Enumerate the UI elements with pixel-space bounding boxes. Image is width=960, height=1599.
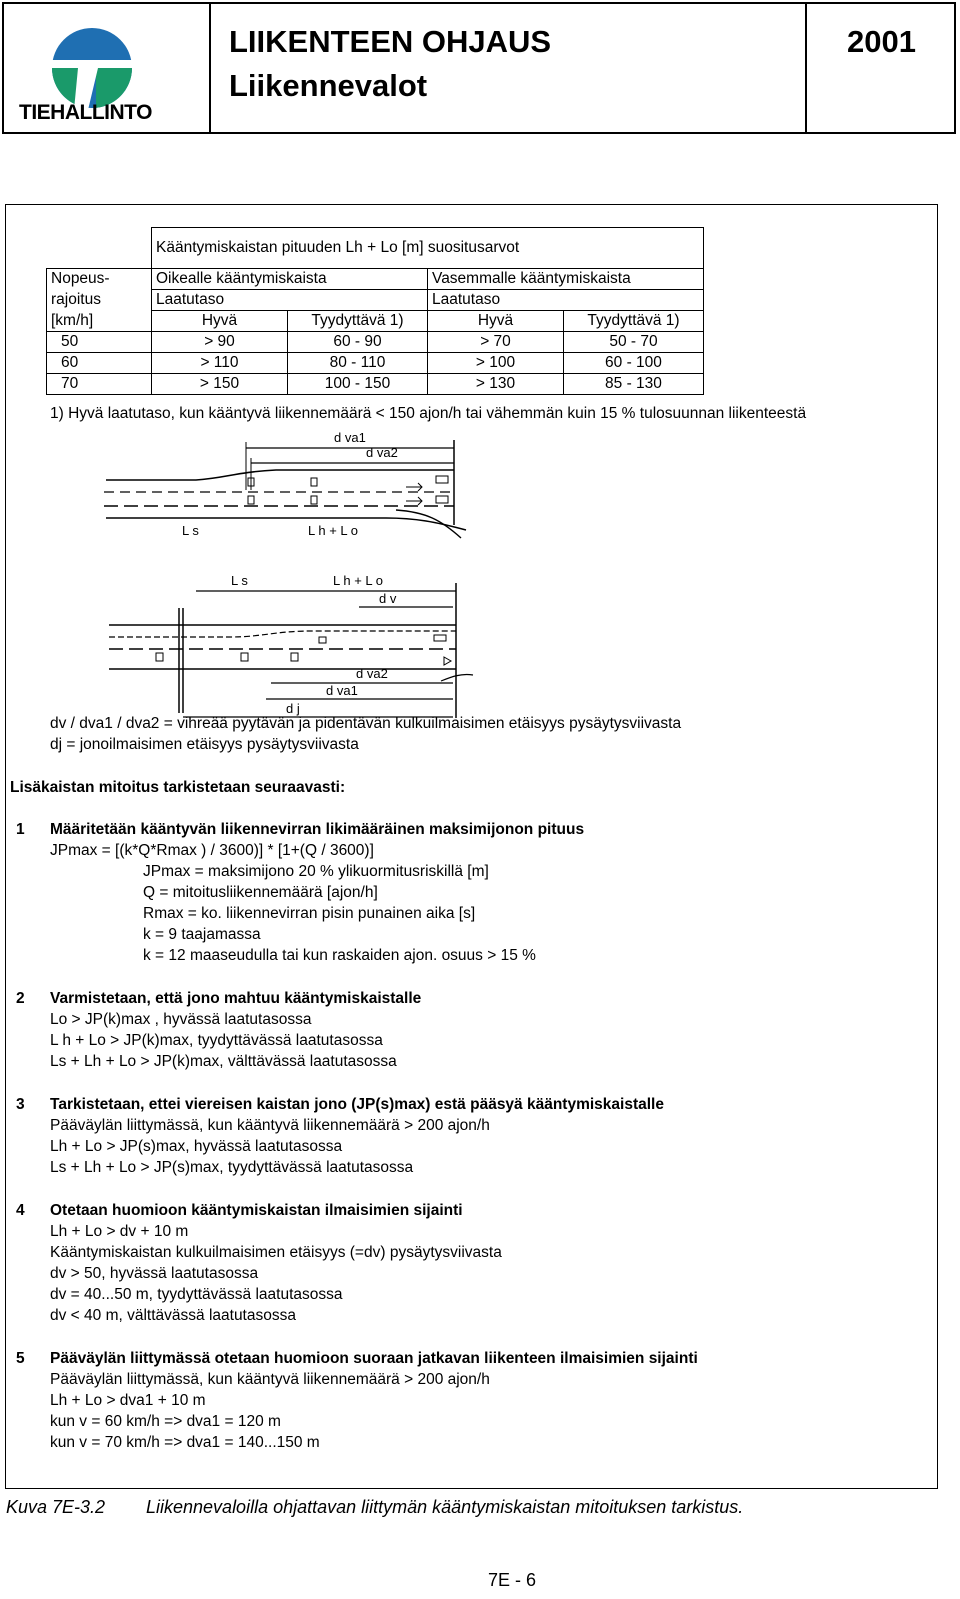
table-row xyxy=(47,353,704,374)
step-4-line: Lh + Lo > dv + 10 m xyxy=(50,1223,189,1240)
legend-line-2: dj = jonoilmaisimen etäisyys pysäytysviivasta xyxy=(50,736,359,753)
right-turn-header: Oikealle kääntymiskaista xyxy=(152,269,428,290)
lhlo-label: L h + L o xyxy=(333,573,383,588)
logo-text: TIEHALLINTO xyxy=(19,101,152,124)
check-heading: Lisäkaistan mitoitus tarkistetaan seuraavasti: xyxy=(10,779,346,796)
header-year: 2001 xyxy=(847,24,916,59)
step-1-detail: Q = mitoitusliikennemäärä [ajon/h] xyxy=(143,884,378,901)
legend-line-1: dv / dva1 / dva2 = vihreää pyytävän ja pidentävän kulkuilmaisimen etäisyys pysäytysviivasta xyxy=(50,715,682,732)
ls-label: L s xyxy=(231,573,248,588)
step-1-number: 1 xyxy=(16,821,25,838)
dva1-label: d va1 xyxy=(334,430,366,445)
figure-frame xyxy=(5,204,938,1489)
table-row xyxy=(47,332,704,353)
table-cell: > 90 xyxy=(152,332,288,353)
good-header: Hyvä xyxy=(428,311,564,332)
table-cell: > 150 xyxy=(152,374,288,395)
dva1-label: d va1 xyxy=(326,683,358,698)
step-5-title: Pääväylän liittymässä otetaan huomioon suoraan jatkavan liikenteen ilmaisimien sijainti xyxy=(50,1350,698,1367)
step-5-line: Pääväylän liittymässä, kun kääntyvä liikennemäärä > 200 ajon/h xyxy=(50,1371,490,1388)
step-2-title: Varmistetaan, että jono mahtuu kääntymiskaistalle xyxy=(50,990,422,1007)
table-footnote: 1) Hyvä laatutaso, kun kääntyvä liikennemäärä < 150 ajon/h tai vähemmän kuin 15 % tulosuunnan liikenteestä xyxy=(50,405,807,422)
step-5-number: 5 xyxy=(16,1350,25,1367)
step-5-line: kun v = 70 km/h => dva1 = 140...150 m xyxy=(50,1434,320,1451)
step-2-line: L h + Lo > JP(k)max, tyydyttävässä laatutasossa xyxy=(50,1032,383,1049)
step-1-detail: Rmax = ko. liikennevirran pisin punainen aika [s] xyxy=(143,905,476,922)
quality-header: Laatutaso xyxy=(152,290,428,311)
step-3-title: Tarkistetaan, ettei viereisen kaistan jono (JP(s)max) estä pääsyä kääntymiskaistalle xyxy=(50,1096,664,1113)
step-1-formula: JPmax = [(k*Q*Rmax ) / 3600)] * [1+(Q / 3600)] xyxy=(50,842,374,859)
step-2-line: Ls + Lh + Lo > JP(k)max, välttävässä laatutasossa xyxy=(50,1053,397,1070)
step-1-detail: JPmax = maksimijono 20 % ylikuormitusriskillä [m] xyxy=(143,863,489,880)
row-header-3: [km/h] xyxy=(47,311,152,332)
speed-cell: 70 xyxy=(47,374,152,395)
table-header-row xyxy=(47,311,704,332)
step-2-number: 2 xyxy=(16,990,25,1007)
table-row xyxy=(47,374,704,395)
logo-cell xyxy=(4,4,211,132)
step-3-line: Pääväylän liittymässä, kun kääntyvä liikennemäärä > 200 ajon/h xyxy=(50,1117,490,1134)
step-3-line: Ls + Lh + Lo > JP(s)max, tyydyttävässä laatutasossa xyxy=(50,1159,414,1176)
speed-cell: 60 xyxy=(47,353,152,374)
ls-label: L s xyxy=(182,523,199,538)
year-cell xyxy=(805,4,954,132)
dv-label: d v xyxy=(379,591,397,606)
table-cell: 85 - 130 xyxy=(564,374,704,395)
dva2-label: d va2 xyxy=(356,666,388,681)
header-subtitle: Liikennevalot xyxy=(229,68,428,103)
table-cell: 60 - 100 xyxy=(564,353,704,374)
row-header-2: rajoitus xyxy=(47,290,152,311)
step-2-line: Lo > JP(k)max , hyvässä laatutasossa xyxy=(50,1011,312,1028)
step-4-title: Otetaan huomioon kääntymiskaistan ilmaisimien sijainti xyxy=(50,1202,463,1219)
satisfactory-header: Tyydyttävä 1) xyxy=(288,311,428,332)
row-header-1: Nopeus- xyxy=(47,269,152,290)
dva2-label: d va2 xyxy=(366,445,398,460)
speed-cell: 50 xyxy=(47,332,152,353)
step-4-line: dv = 40...50 m, tyydyttävässä laatutasossa xyxy=(50,1286,343,1303)
table-cell: 80 - 110 xyxy=(288,353,428,374)
table-cell: 100 - 150 xyxy=(288,374,428,395)
good-header: Hyvä xyxy=(152,311,288,332)
page-header xyxy=(2,2,956,134)
lhlo-label: L h + L o xyxy=(308,523,358,538)
header-title: LIIKENTEEN OHJAUS xyxy=(229,24,552,59)
step-4-line: Kääntymiskaistan kulkuilmaisimen etäisyys (=dv) pysäytysviivasta xyxy=(50,1244,502,1261)
left-turn-header: Vasemmalle kääntymiskaista xyxy=(428,269,704,290)
satisfactory-header: Tyydyttävä 1) xyxy=(564,311,704,332)
title-cell xyxy=(209,4,807,132)
step-3-line: Lh + Lo > JP(s)max, hyvässä laatutasossa xyxy=(50,1138,343,1155)
page-number: 7E - 6 xyxy=(488,1570,537,1590)
step-5-line: Lh + Lo > dva1 + 10 m xyxy=(50,1392,206,1409)
figure-number: Kuva 7E-3.2 xyxy=(6,1497,106,1517)
table-cell: 50 - 70 xyxy=(564,332,704,353)
step-5-line: kun v = 60 km/h => dva1 = 120 m xyxy=(50,1413,281,1430)
left-turn-lane-diagram xyxy=(101,573,521,723)
right-turn-lane-diagram xyxy=(96,430,516,550)
step-4-line: dv > 50, hyvässä laatutasossa xyxy=(50,1265,259,1282)
table-header-row xyxy=(47,269,704,290)
step-1-detail: k = 12 maaseudulla tai kun raskaiden ajon. osuus > 15 % xyxy=(143,947,536,964)
step-4-line: dv < 40 m, välttävässä laatutasossa xyxy=(50,1307,296,1324)
recommendation-table xyxy=(46,227,704,395)
table-title: Kääntymiskaistan pituuden Lh + Lo [m] suositusarvot xyxy=(152,228,704,269)
table-cell: 60 - 90 xyxy=(288,332,428,353)
table-cell: > 100 xyxy=(428,353,564,374)
table-header-row xyxy=(47,290,704,311)
table-cell: > 70 xyxy=(428,332,564,353)
step-1-title: Määritetään kääntyvän liikennevirran likimääräinen maksimijonon pituus xyxy=(50,821,585,838)
table-cell: > 130 xyxy=(428,374,564,395)
table-title-row xyxy=(47,228,704,269)
dj-label: d j xyxy=(286,701,300,716)
step-1-detail: k = 9 taajamassa xyxy=(143,926,261,943)
figure-caption: Liikennevaloilla ohjattavan liittymän kääntymiskaistan mitoituksen tarkistus. xyxy=(146,1497,744,1517)
step-4-number: 4 xyxy=(16,1202,25,1219)
step-3-number: 3 xyxy=(16,1096,25,1113)
table-cell: > 110 xyxy=(152,353,288,374)
quality-header: Laatutaso xyxy=(428,290,704,311)
